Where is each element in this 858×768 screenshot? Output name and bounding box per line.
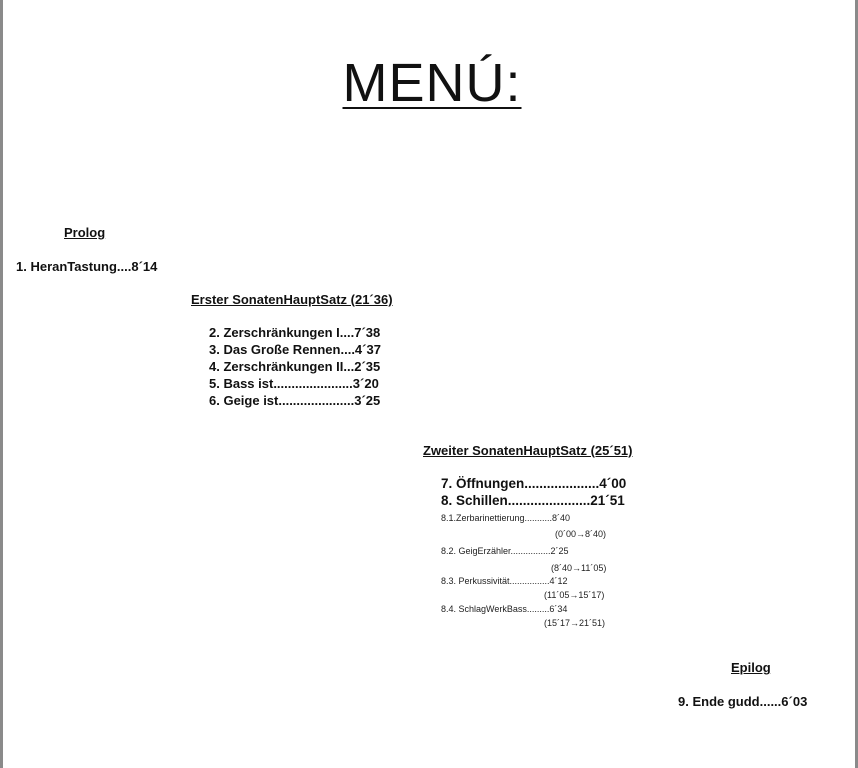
track-7: 7. Öffnungen....................4´00 bbox=[441, 476, 627, 491]
page-title bbox=[3, 52, 858, 114]
subtrack-8-1: 8.1.Zerbarinettierung...........8´40 bbox=[441, 513, 571, 523]
first-movement-heading: Erster SonatenHauptSatz (21´36) bbox=[191, 292, 393, 307]
track-4: 4. Zerschränkungen II...2´35 bbox=[209, 359, 381, 374]
track-5: 5. Bass ist......................3´20 bbox=[209, 376, 379, 391]
subtrack-8-1-range: (0´00→8´40) bbox=[555, 529, 607, 539]
track-1: 1. HeranTastung....8´14 bbox=[16, 259, 158, 274]
subtrack-8-2: 8.2. GeigErzähler................2´25 bbox=[441, 546, 569, 556]
track-3: 3. Das Große Rennen....4´37 bbox=[209, 342, 381, 357]
track-8: 8. Schillen......................21´51 bbox=[441, 493, 625, 508]
subtrack-8-4: 8.4. SchlagWerkBass.........6´34 bbox=[441, 604, 568, 614]
subtrack-8-3-range: (11´05→15´17) bbox=[544, 590, 605, 600]
subtrack-8-4-range: (15´17→21´51) bbox=[544, 618, 606, 628]
title-text: MENÚ: bbox=[342, 53, 522, 113]
epilog-heading: Epilog bbox=[731, 660, 771, 675]
prolog-heading: Prolog bbox=[64, 225, 106, 240]
track-2: 2. Zerschränkungen I....7´38 bbox=[209, 325, 381, 340]
track-9: 9. Ende gudd......6´03 bbox=[678, 694, 808, 709]
track-6: 6. Geige ist.....................3´25 bbox=[209, 393, 381, 408]
subtrack-8-2-range: (8´40→11´05) bbox=[551, 563, 607, 573]
subtrack-8-3: 8.3. Perkussivität................4´12 bbox=[441, 576, 568, 586]
second-movement-heading: Zweiter SonatenHauptSatz (25´51) bbox=[423, 443, 633, 458]
